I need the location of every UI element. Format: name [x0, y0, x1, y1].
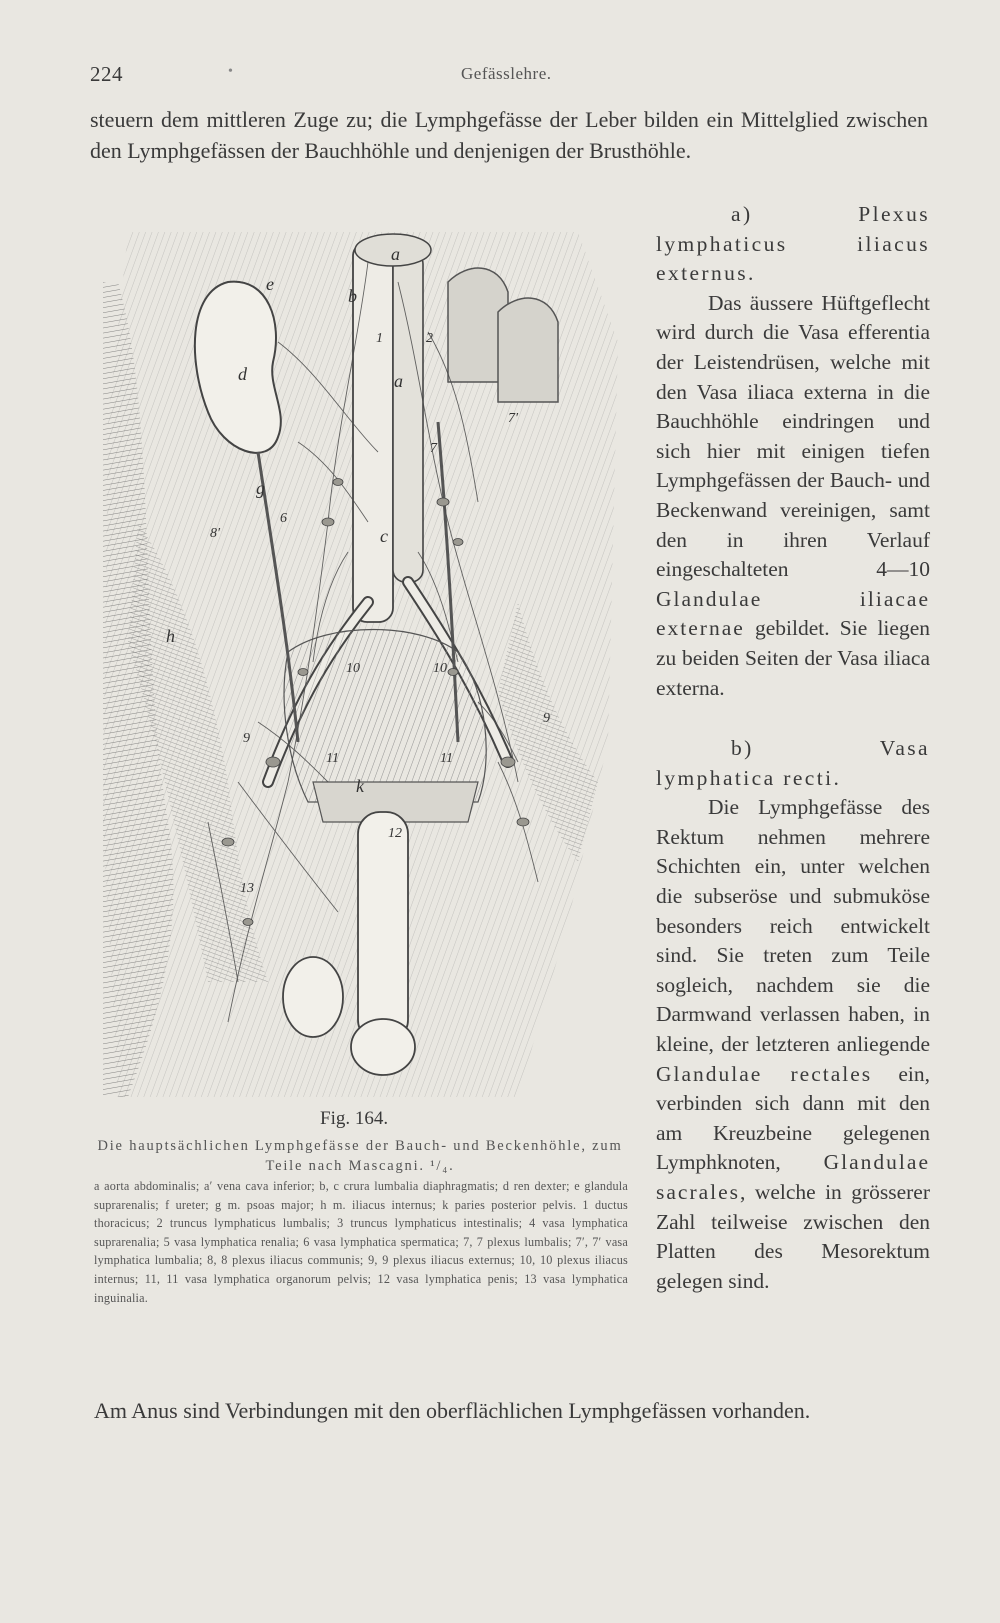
section-a-paragraph [656, 289, 930, 703]
section-b-term-2: Glandulae sacrales [656, 1150, 930, 1204]
fig-letter-k: k [356, 776, 364, 796]
fig-num-2: 2 [426, 331, 433, 346]
section-a-text-1: Das äussere Hüftgeflecht wird durch die Vasa efferentia der Leistendrüsen, welche mit den Vasa iliaca externa in die Bauchhöhle eindringen und sich hier mit einigen tiefen Lymphgefässen der Bauch- und Beckenwand vereinigen, samt den in ihren Verlauf eingeschalteten 4—10 [656, 290, 930, 582]
fig-letter-a-prime: a [394, 371, 403, 391]
figure-label: Fig. 164. [320, 1108, 389, 1129]
section-b-heading: b) Vasa lymphatica recti. [656, 736, 930, 790]
section-b-text-1: Die Lymphgefässe des Rektum nehmen mehrere Schichten ein, unter welchen die subseröse und submuköse besonders reich entwickelt sind. Sie treten zum Teile sogleich, nachdem sie die Darmwand verlassen haben, in kleine, der letzteren anliegende [656, 795, 930, 1057]
fig-num-8: 8′ [210, 526, 221, 541]
fig-num-10-left: 10 [346, 661, 360, 676]
section-a-term: Glandulae iliacae externae [656, 586, 930, 641]
fig-letter-a: a [391, 244, 400, 264]
section-b-term-1: Glandulae rectales [656, 1061, 873, 1086]
fig-letter-e: e [266, 274, 274, 294]
closing-paragraph: Am Anus sind Verbindungen mit den oberflächlichen Lymphgefässen vorhanden. [94, 1398, 811, 1423]
fig-num-11-left: 11 [326, 751, 339, 766]
intro-paragraph: steuern dem mittleren Zuge zu; die Lymphgefässe der Leber bilden ein Mittelglied zwischen den Lymphgefässen der Bauchhöhle und denjenigen der Brusthöhle. [90, 107, 928, 163]
section-a-text-2: gebildet. Sie liegen zu beiden Seiten der Vasa iliaca externa. [656, 616, 930, 700]
right-column [656, 200, 930, 1296]
fig-num-7: 7 [430, 441, 437, 456]
header-ornament: • [228, 64, 233, 79]
fig-num-9-right: 9 [543, 711, 550, 726]
fig-num-6: 6 [280, 511, 287, 526]
section-b-text-3: , welche in grösserer Zahl teilweise zwischen den Platten des Mesorektum gelegen sind. [656, 1180, 930, 1293]
fig-num-11-right: 11 [440, 751, 453, 766]
fig-letter-h: h [166, 626, 175, 646]
anatomical-illustration [98, 222, 628, 1097]
fig-letter-g: g [256, 478, 265, 498]
fig-num-13: 13 [240, 881, 254, 896]
page-number: 224 [90, 62, 123, 86]
section-b-paragraph [656, 793, 930, 1296]
fig-letter-b: b [348, 286, 357, 306]
fig-num-9-left: 9 [243, 731, 250, 746]
section-b-text-2: ein, verbinden sich dann mit den am Kreuzbeine gelegenen Lymphknoten, [656, 1061, 930, 1175]
fig-letter-d: d [238, 364, 247, 384]
section-a-heading: a) Plexus lymphaticus iliacus externus. [656, 202, 930, 286]
fig-num-10-right: 10 [433, 661, 447, 676]
fig-letter-c: c [380, 526, 388, 546]
fig-num-7-prime: 7′ [508, 411, 519, 426]
fig-num-12: 12 [388, 826, 402, 841]
running-header: Gefässlehre. [461, 64, 552, 83]
fig-num-1: 1 [376, 331, 383, 346]
figure-caption-title: Die hauptsächlichen Lymphgefässe der Bauch- und Beckenhöhle, zum Teile nach Mascagni. ¹/₄. [97, 1138, 623, 1174]
lymph-vessels-engraving [98, 222, 628, 1097]
figure-legend: a aorta abdominalis; a′ vena cava inferior; b, c crura lumbalia diaphragmatis; d ren dexter; e glandula suprarenalis; f ureter; g m. psoas major; h m. iliacus internus; k paries posterior pelvis. 1 ductus thoracicus; 2 truncus lymphaticus lumbalis; 3 truncus lymphaticus intestinalis; 4 vasa lymphatica suprarenalia; 5 vasa lymphatica renalia; 6 vasa lymphatica spermatica; 7, 7 plexus lumbalis; 7′, 7′ vasa lymphatica lumbalia; 8, 8 plexus iliacus communis; 9, 9 plexus iliacus externus; 10, 10 plexus iliacus internus; 11, 11 vasa lymphatica organorum pelvis; 12 vasa lymphatica penis; 13 vasa lymphatica inguinalia. [94, 1179, 628, 1305]
